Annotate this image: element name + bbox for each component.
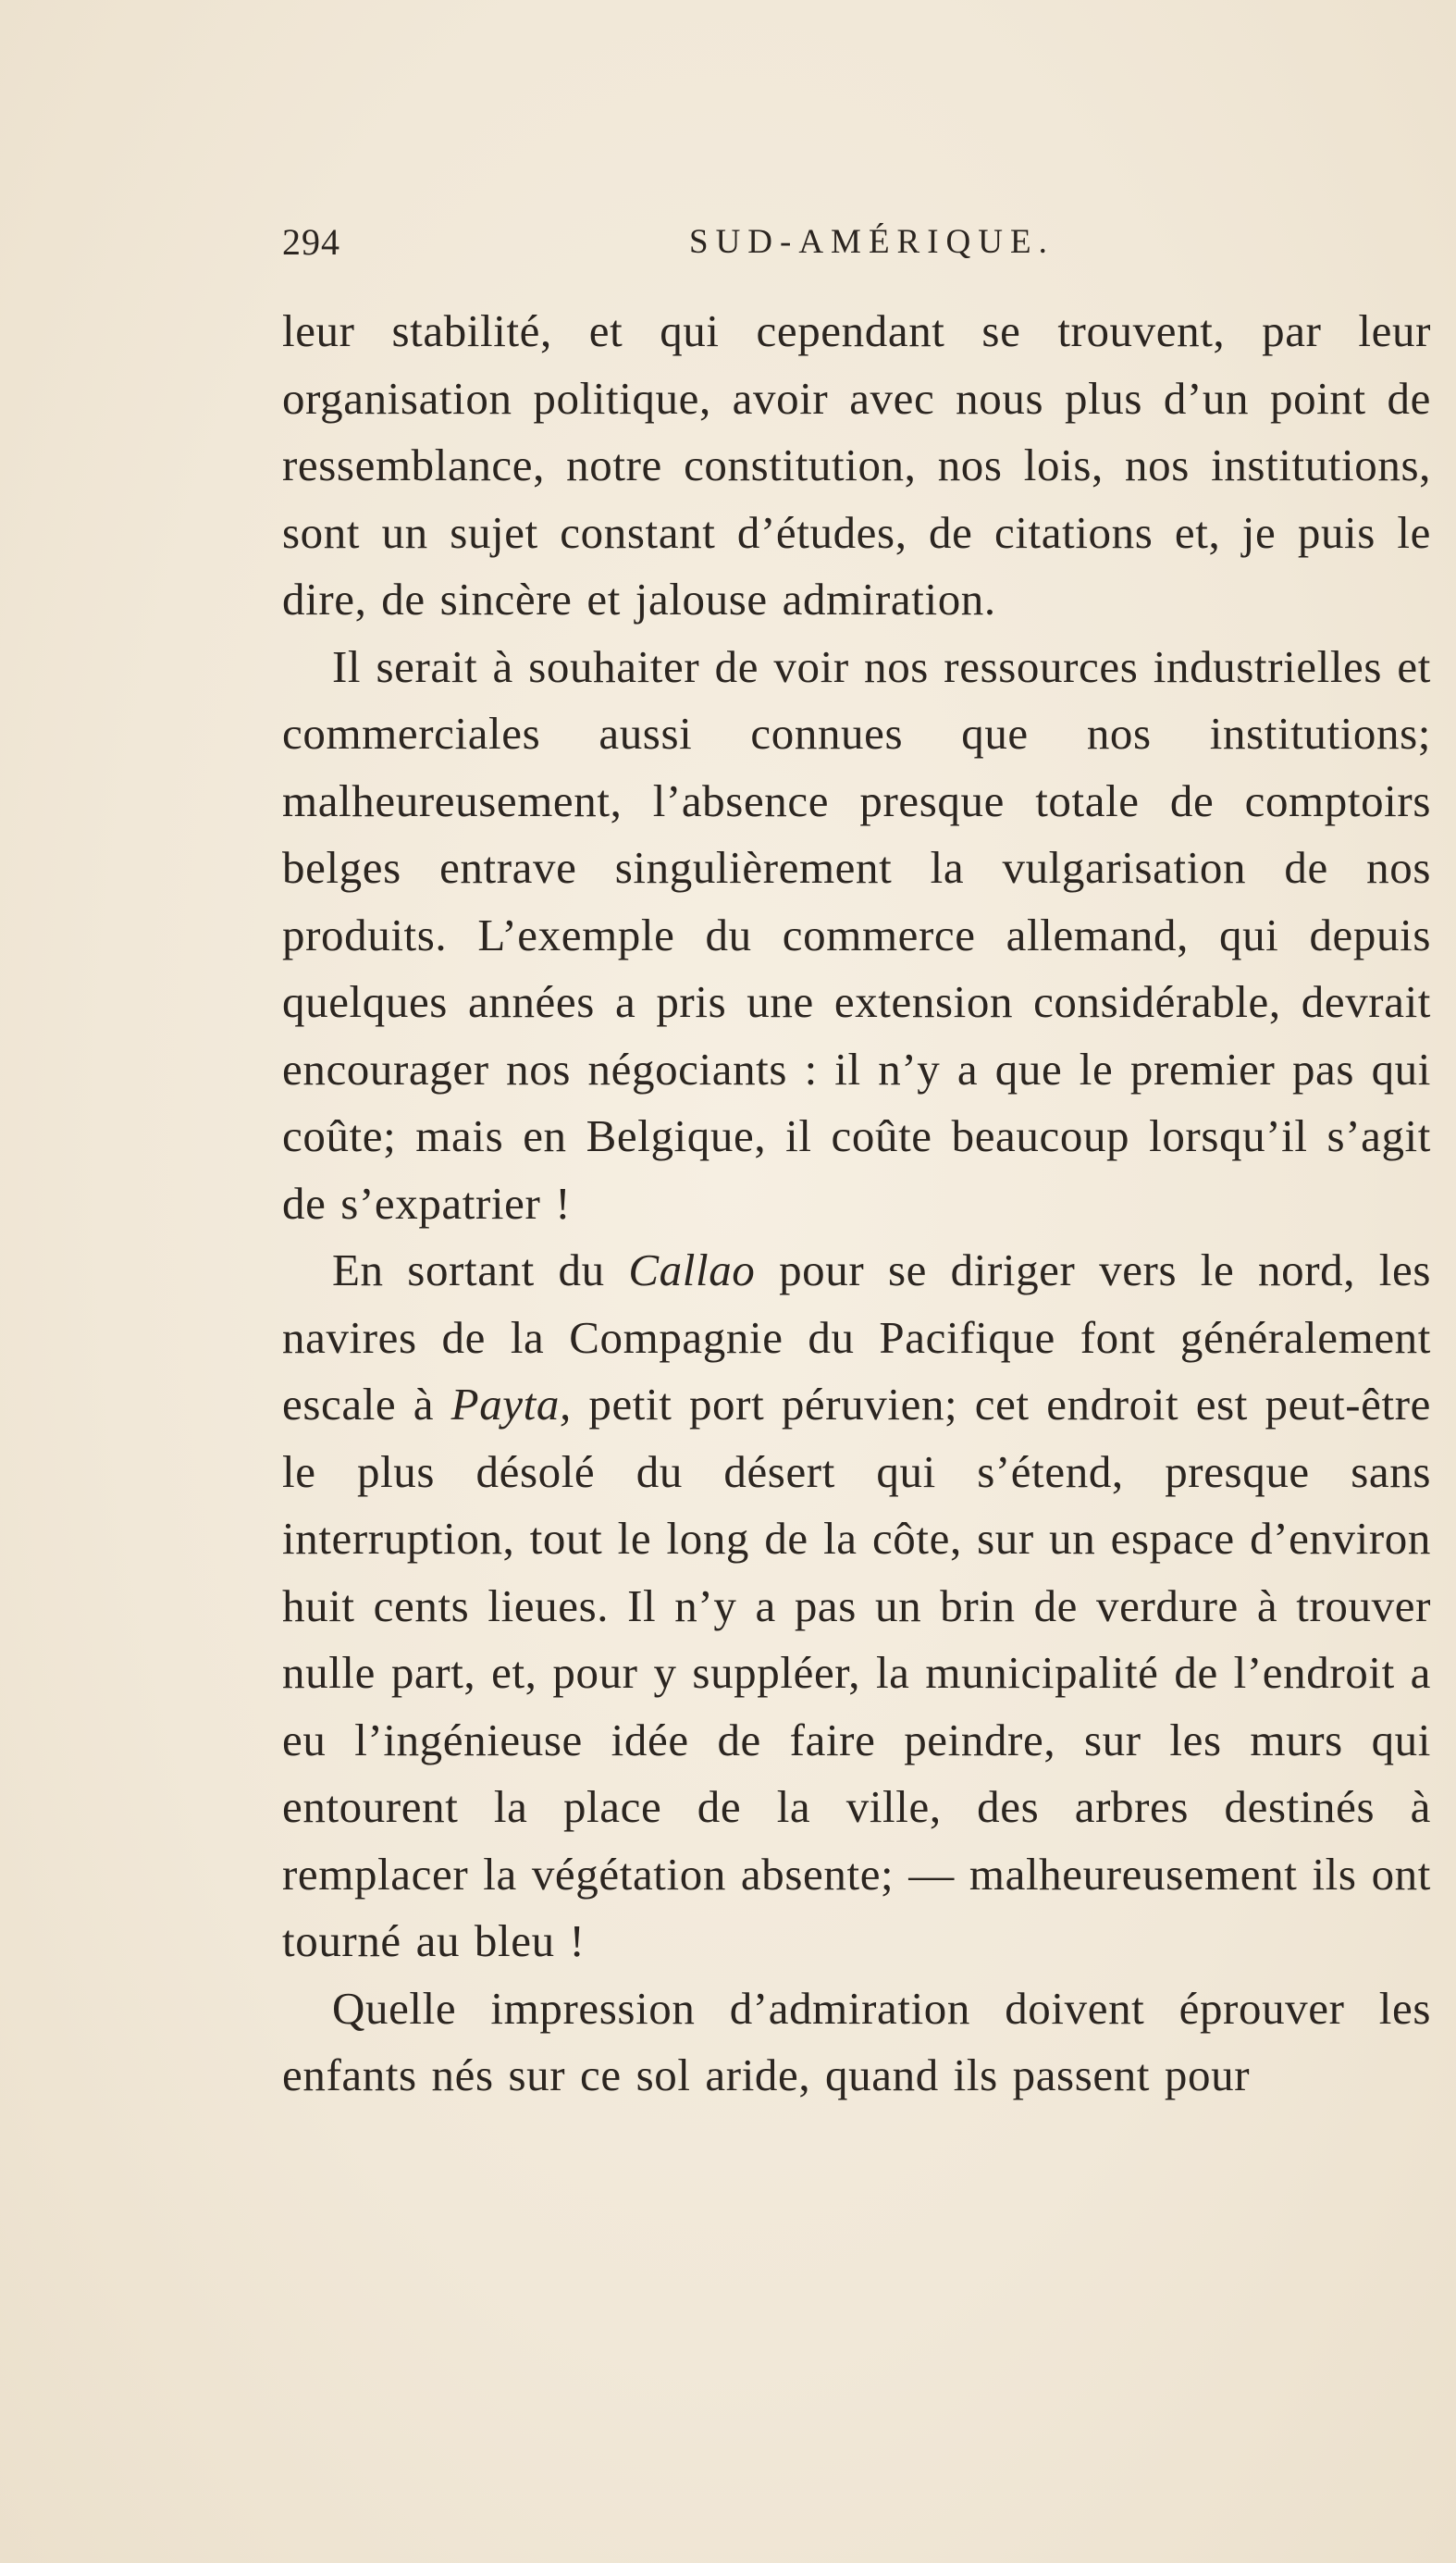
italic-place-name: Payta, — [450, 1379, 572, 1430]
paragraph-4 — [282, 1975, 1431, 2110]
body-text — [282, 298, 1431, 2110]
paragraph-1 — [282, 298, 1431, 634]
paragraph-2 — [282, 634, 1431, 1238]
page-number: 294 — [282, 221, 340, 263]
paragraph-3 — [282, 1237, 1431, 1975]
text-segment: Il serait à souhaiter de voir nos ressources industrielles et commerciales aussi connues que nos institutions; malheureusement, l’absence presque totale de comptoirs belges entrave singulièrement la vulgarisation de nos produits. L’exemple du commerce allemand, qui depuis quelques années a pris une extension considérable, devrait encourager nos négociants : il n’y a que le premier pas qui coûte; mais en Belgique, il coûte beaucoup lorsqu’il s’agit de s’expatrier ! — [282, 640, 1431, 1229]
running-head — [282, 220, 1431, 276]
text-segment: leur stabilité, et qui cependant se trouvent, par leur organisation politique, avoir avec nous plus d’un point de ressemblance, notre constitution, nos lois, nos institutions, sont un sujet constant d’études, de citations et, je puis le dire, de sincère et jalouse admiration. — [282, 305, 1431, 625]
text-segment: pour se diriger vers le nord, les navires de la Compagnie du Pacifique font généralement escale à — [282, 1244, 1431, 1430]
text-segment: petit port péruvien; cet endroit est peut-être le plus désolé du désert qui s’étend, presque sans interruption, tout le long de la côte, sur un espace d’environ huit cents lieues. Il n’y a pas un brin de verdure à trouver nulle part, et, pour y suppléer, la municipalité de l’endroit a eu l’ingénieuse idée de faire peindre, sur les murs qui entourent la place de la ville, des arbres destinés à remplacer la végétation absente; — malheureusement ils ont tourné au bleu ! — [282, 1379, 1431, 1966]
italic-place-name: Callao — [628, 1244, 756, 1295]
text-segment: Quelle impression d’admiration doivent éprouver les enfants nés sur ce sol aride, quand ils passent pour — [282, 1982, 1431, 2100]
running-title: SUD-AMÉRIQUE. — [689, 223, 1055, 261]
text-segment: En sortant du — [332, 1244, 629, 1295]
